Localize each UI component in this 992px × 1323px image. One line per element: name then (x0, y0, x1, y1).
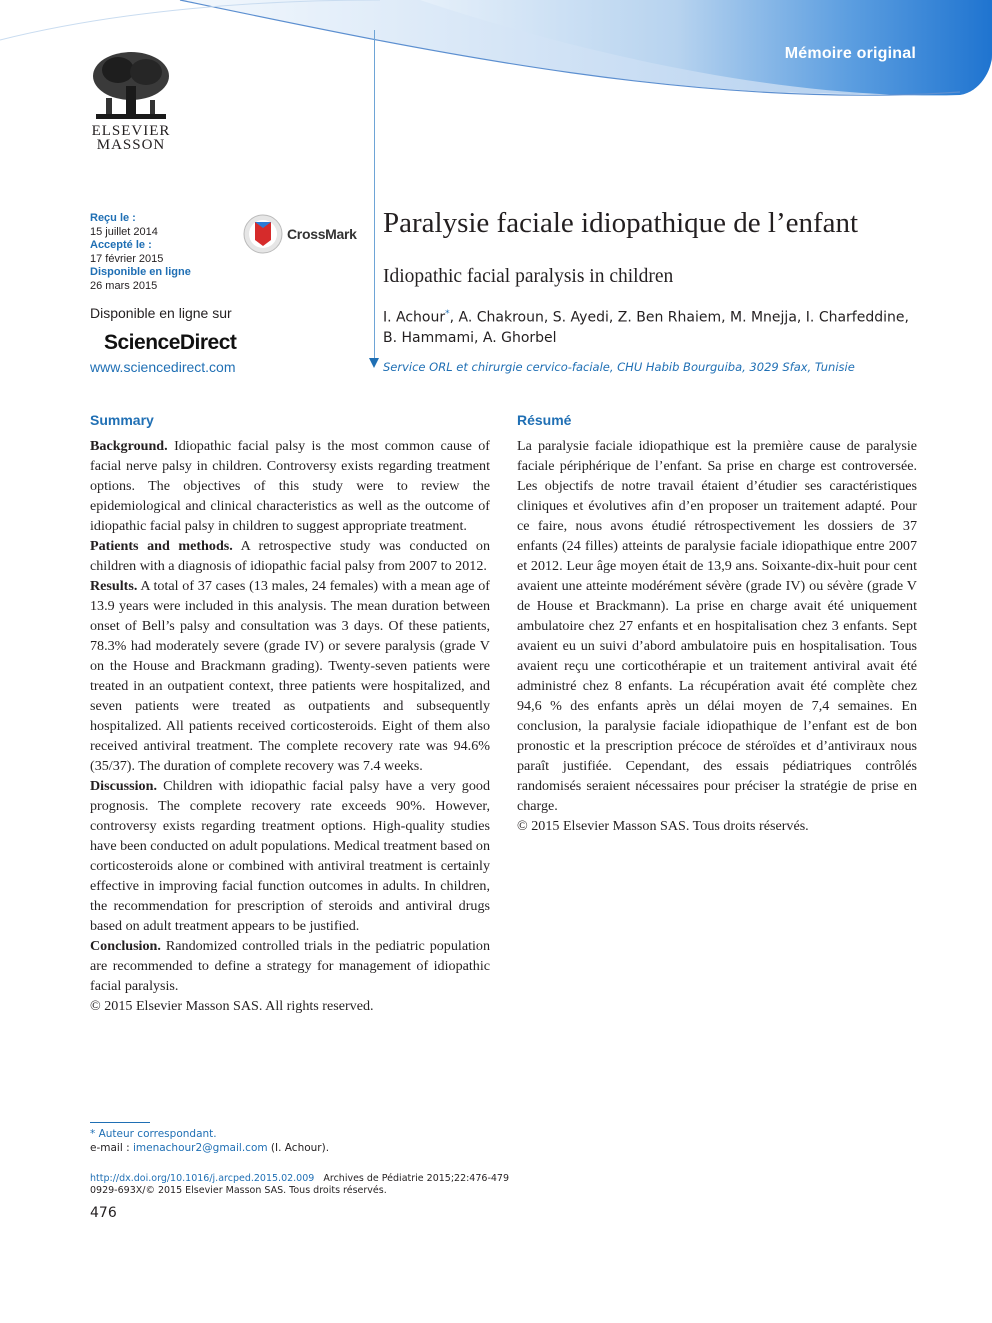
email-owner: (I. Achour). (267, 1142, 330, 1154)
methods-label: Patients and methods. (90, 538, 233, 554)
email-label: e-mail : (90, 1142, 133, 1154)
doi-link[interactable]: http://dx.doi.org/10.1016/j.arcped.2015.02.009 (90, 1173, 315, 1184)
publisher-name-line2: MASSON (96, 137, 166, 153)
received-date: 15 juillet 2014 (90, 225, 158, 238)
author-list (383, 304, 913, 348)
sciencedirect-link[interactable]: www.sciencedirect.com (90, 359, 236, 375)
footnote-rule (90, 1122, 150, 1123)
results-label: Results. (90, 578, 138, 594)
resume-heading: Résumé (517, 412, 572, 428)
discussion-label: Discussion. (90, 778, 157, 794)
availability-text: Disponible en ligne sur (90, 305, 232, 321)
accepted-date: 17 février 2015 (90, 252, 164, 265)
article-subtitle: Idiopathic facial paralysis in children (383, 266, 674, 287)
section-label: Mémoire original (784, 45, 916, 62)
online-date: 26 mars 2015 (90, 279, 158, 292)
accepted-label: Accepté le : (90, 239, 152, 251)
doi-line (90, 1173, 509, 1184)
corresponding-label: * Auteur correspondant. (90, 1128, 217, 1140)
first-author: I. Achour (383, 309, 446, 326)
journal-citation: Archives de Pédiatrie 2015;22:476-479 (323, 1173, 510, 1184)
background-label: Background. (90, 438, 168, 454)
resume-copyright: © 2015 Elsevier Masson SAS. Tous droits réservés. (517, 818, 809, 834)
other-authors: , A. Chakroun, S. Ayedi, Z. Ben Rhaiem, M. Mnejja, I. Charfeddine, B. Hammami, A. Ghorbel (383, 309, 909, 346)
elsevier-tree-icon (88, 50, 174, 122)
publisher-name-line1: ELSEVIER (91, 123, 171, 139)
discussion-text: Children with idiopathic facial palsy have a very good prognosis. The complete recovery rate exceeds 90%. However, controversy exists regarding treatment options. High-quality studies have been conducted on adult populations. Medical treatment based on corticosteroids alone or combined with antiviral treatment is certainly effective in improving facial function outcomes in adults. In children, the recommendation for prescription of steroids and antiviral drugs based on adult treatment appears to be justified. (90, 778, 490, 934)
results-text: A total of 37 cases (13 males, 24 females) with a mean age of 13.9 years were included in this analysis. The mean duration between onset of Bell’s palsy and consultation was 3 days. Of these patients, 78.3% had moderately severe (grade IV) or severe paralysis (grade V on the House and Brackmann grading). Twenty-seven patients were treated in an outpatient context, three patients were hospitalized, and seven patients were treated as outpatients and subsequently hospitalized. All patients received corticosteroids. Eight of them also received antiviral treatment. The complete recovery rate was 94.6% (35/37). The duration of complete recovery was 7.4 weeks. (90, 578, 490, 774)
corresponding-author-note (90, 1128, 217, 1140)
email-note (90, 1142, 329, 1154)
received-label: Reçu le : (90, 212, 136, 224)
summary-methods (90, 536, 490, 576)
summary-discussion (90, 776, 490, 936)
summary-column (90, 412, 490, 1016)
crossmark-button[interactable] (243, 214, 357, 254)
summary-copyright: © 2015 Elsevier Masson SAS. All rights reserved. (90, 998, 374, 1014)
email-link[interactable]: imenachour2@gmail.com (132, 1142, 268, 1154)
crossmark-label: CrossMark (287, 226, 357, 242)
methods-text: A retrospective study was conducted on children with a diagnosis of idiopathic facial palsy from 2007 to 2012. (90, 538, 490, 574)
summary-conclusion (90, 936, 490, 996)
page-number: 476 (90, 1205, 117, 1221)
article-title: Paralysie faciale idiopathique de l’enfant (383, 207, 859, 239)
online-label: Disponible en ligne (90, 266, 191, 278)
summary-results (90, 576, 490, 776)
sciencedirect-logo[interactable]: ScienceDirect (104, 331, 237, 354)
resume-text: La paralysie faciale idiopathique est la première cause de paralysie faciale périphérique de l’enfant. Sa prise en charge est controversée. Les objectifs de notre travail étaient d’étudier ses caractéristiques cliniques et évolutives afin d’en proposer un traitement adapté. Pour ce faire, nous avons étudié rétrospectivement les dossiers de 37 enfants (24 filles) atteints de paralysie faciale idiopathique entre 2007 et 2012. Leur âge moyen était de 13,9 ans. Soixante-dix-huit pour cent avaient une atteinte modérément sévère (grade IV) ou sévère (grade V de House et Brackmann). La prise en charge avait été uniquement ambulatoire chez 27 enfants et en hospitalisation chez 3 enfants. Sept avaient eu un suivi d’abord ambulatoire puis en hospitalisation. Tous avaient reçu une corticothérapie et un traitement antiviral avait été administré chez 8 enfants. La récupération avait été complète chez 94,6 % des enfants après un délai moyen de 7,4 semaines. En conclusion, la paralysie faciale idiopathique de l’enfant est de bon pronostic et la prescription précoce de stéroïdes et d’antiviraux nous paraît justifiée. Cependant, des essais pédiatriques contrôlés randomisés seraient nécessaires pour préciser la stratégie de prise en charge. (517, 438, 917, 814)
summary-heading: Summary (90, 412, 154, 428)
down-arrow-icon (369, 358, 379, 368)
crossmark-icon (243, 214, 283, 254)
corresponding-author-link[interactable]: * (445, 309, 450, 319)
header-divider-line (374, 30, 375, 360)
resume-column (517, 412, 917, 836)
conclusion-label: Conclusion. (90, 938, 161, 954)
background-text: Idiopathic facial palsy is the most common cause of facial nerve palsy in children. Controversy exists regarding treatment options. The objectives of this study were to review the epidemiological and clinical characteristics as well as the outcome of idiopathic facial palsy in children to suggest appropriate treatment. (90, 438, 490, 534)
conclusion-text: Randomized controlled trials in the pediatric population are recommended to define a strategy for management of idiopathic facial paralysis. (90, 938, 490, 994)
affiliation: Service ORL et chirurgie cervico-faciale, CHU Habib Bourguiba, 3029 Sfax, Tunisie (383, 360, 855, 374)
issn-line: 0929-693X/© 2015 Elsevier Masson SAS. Tous droits réservés. (90, 1185, 387, 1196)
article-dates (90, 212, 191, 293)
summary-background (90, 436, 490, 536)
